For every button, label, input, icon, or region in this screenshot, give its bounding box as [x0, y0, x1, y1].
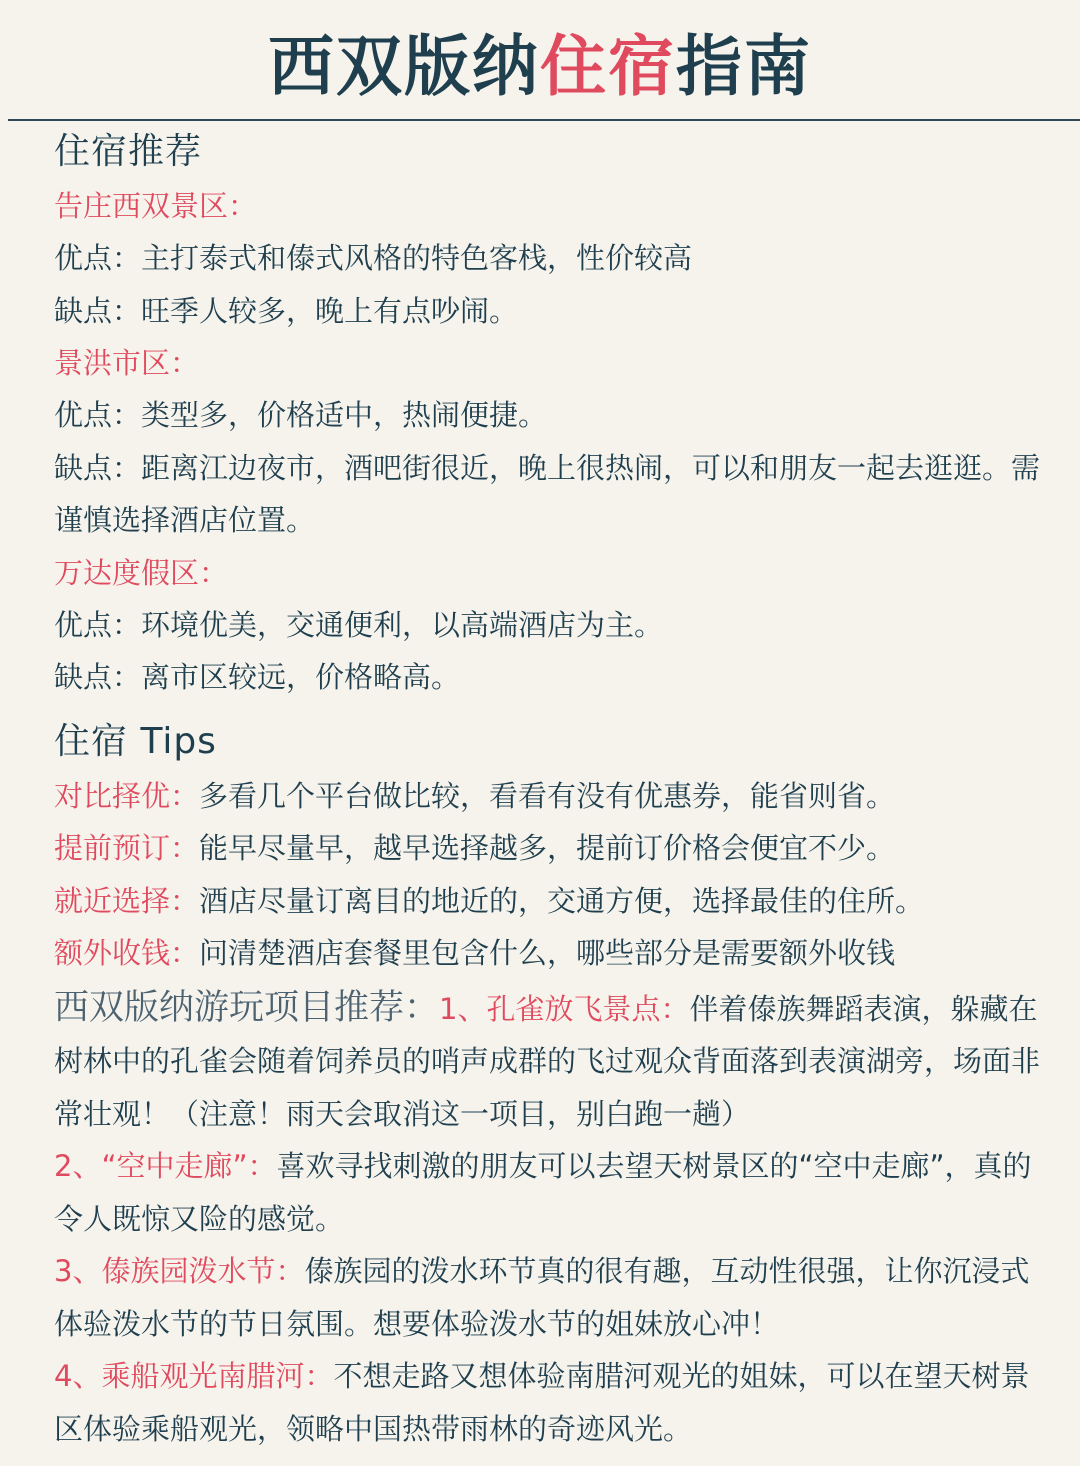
activity-label: 3、傣族园泼水节：	[54, 1254, 305, 1288]
area-cons	[54, 651, 1054, 704]
pros-text: 主打泰式和傣式风格的特色客栈，性价较高	[141, 241, 693, 275]
activity-item	[54, 1350, 1054, 1455]
cons-text: 距离江边夜市，酒吧街很近，晚上很热闹，可以和朋友一起去逛逛。需谨慎选择酒店位置。	[54, 450, 1041, 537]
activity-label: 2、“空中走廊”：	[54, 1149, 277, 1183]
tip-label: 就近选择：	[54, 883, 200, 918]
content-area	[54, 124, 1054, 1455]
activity-item	[54, 1245, 1054, 1350]
tip-item	[54, 927, 1054, 980]
section-heading-recommend: 住宿推荐	[54, 131, 203, 172]
tip-label: 对比择优：	[54, 778, 200, 813]
section-heading-activities: 西双版纳游玩项目推荐：	[54, 987, 440, 1028]
pros-text: 环境优美，交通便利，以高端酒店为主。	[141, 607, 664, 642]
title-part1: 西双版纳	[268, 28, 540, 105]
tip-label: 额外收钱：	[54, 936, 200, 970]
area-pros	[54, 389, 1054, 442]
activity-text: 不想走路又想体验南腊河观光的姐妹，可以在望天树景区体验乘船观光，领略中国热带雨林的奇迹风光。	[54, 1359, 1030, 1446]
tip-text: 酒店尽量订离目的地近的，交通方便，选择最佳的住所。	[199, 883, 925, 918]
tip-label: 提前预订：	[54, 831, 200, 865]
activity-text: 傣族园的泼水环节真的很有趣，互动性很强，让你沉浸式体验泼水节的节日氛围。想要体验泼水节的姐妹放心冲！	[54, 1254, 1030, 1341]
cons-text: 旺季人较多，晚上有点吵闹。	[141, 293, 519, 328]
cons-text: 离市区较远，价格略高。	[141, 660, 461, 694]
title-divider	[8, 119, 1080, 121]
pros-text: 类型多，价格适中，热闹便捷。	[141, 398, 548, 432]
area-name: 告庄西双景区：	[54, 189, 258, 223]
activity-text: 伴着傣族舞蹈表演，躲藏在树林中的孔雀会随着饲养员的哨声成群的飞过观众背面落到表演湖旁，场面非常壮观！（注意！雨天会取消这一项目，别白跑一趟）	[54, 991, 1041, 1131]
section-heading-tips: 住宿 Tips	[54, 720, 217, 762]
activity-label: 4、乘船观光南腊河：	[54, 1359, 334, 1393]
tip-text: 能早尽量早，越早选择越多，提前订价格会便宜不少。	[199, 831, 896, 865]
title-part2: 指南	[676, 28, 812, 105]
title-highlight: 住宿	[540, 28, 676, 105]
activity-item	[54, 1140, 1054, 1245]
area-pros	[54, 599, 1054, 652]
pros-label: 优点：	[54, 241, 142, 275]
area-cons	[54, 442, 1054, 547]
tip-text: 问清楚酒店套餐里包含什么，哪些部分是需要额外收钱	[199, 936, 896, 970]
area-pros	[54, 232, 1054, 285]
cons-label: 缺点：	[54, 450, 142, 485]
tip-item	[54, 822, 1054, 875]
pros-label: 优点：	[54, 398, 142, 432]
cons-label: 缺点：	[54, 660, 142, 694]
activity-label: 1、孔雀放飞景点：	[439, 991, 690, 1026]
area-name: 景洪市区：	[54, 346, 200, 380]
activity-item	[54, 982, 1054, 1141]
tip-item	[54, 875, 1054, 928]
cons-label: 缺点：	[54, 293, 142, 328]
area-name: 万达度假区：	[54, 555, 229, 590]
page-title	[0, 22, 1080, 112]
activity-text: 喜欢寻找刺激的朋友可以去望天树景区的“空中走廊”，真的令人既惊又险的感觉。	[54, 1149, 1032, 1236]
pros-label: 优点：	[54, 607, 142, 642]
tip-text: 多看几个平台做比较，看看有没有优惠券，能省则省。	[199, 778, 896, 813]
tip-item	[54, 770, 1054, 823]
area-cons	[54, 285, 1054, 338]
activities-section	[54, 982, 1054, 1456]
